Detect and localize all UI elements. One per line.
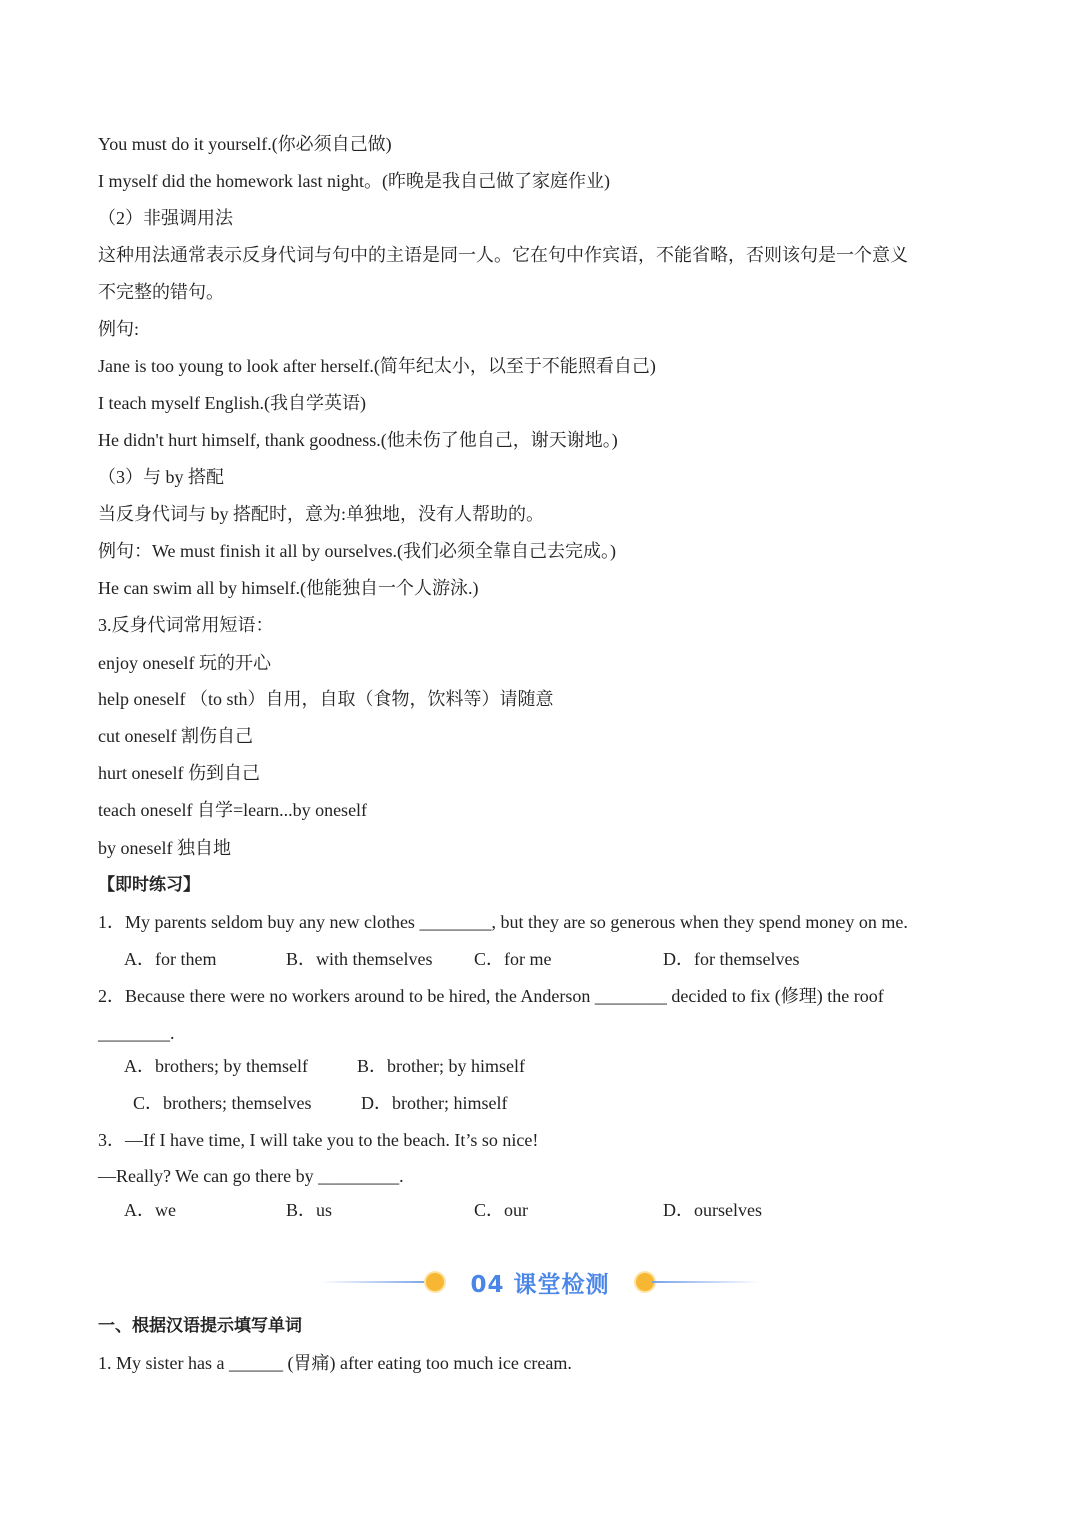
question-2-option-a: A．brothers; by themself [124, 1056, 308, 1076]
question-1-option-d: D．for themselves [663, 949, 800, 969]
phrase-help-oneself: help oneself （to sth）自用，自取（食物，饮料等）请随意 [98, 689, 554, 709]
phrases-heading: 3.反身代词常用短语： [98, 615, 274, 635]
question-3-option-d: D．ourselves [663, 1200, 762, 1220]
example-yourself: You must do it yourself.(你必须自己做) [98, 134, 392, 154]
banner-rule-right [652, 1281, 760, 1283]
section-heading: 一、根据汉语提示填写单词 [98, 1316, 302, 1336]
question-2-option-c: C．brothers; themselves [133, 1093, 312, 1113]
question-3-stem-2: —Really? We can go there by _________. [98, 1166, 404, 1186]
example-myself: I myself did the homework last night。(昨晚是我自己做了家庭作业) [98, 171, 610, 191]
example-himself: He didn't hurt himself, thank goodness.(他未伤了他自己，谢天谢地。) [98, 430, 618, 450]
subheading-with-by: （3）与 by 搭配 [98, 467, 224, 487]
phrase-cut-oneself: cut oneself 割伤自己 [98, 726, 253, 746]
section-banner [0, 1262, 1080, 1302]
banner-rule-left [320, 1281, 428, 1283]
question-1-option-b: B．with themselves [286, 949, 433, 969]
phrase-by-oneself: by oneself 独自地 [98, 838, 231, 858]
question-1-option-a: A．for them [124, 949, 217, 969]
example-by-himself: He can swim all by himself.(他能独自一个人游泳.) [98, 578, 479, 598]
banner-title: 04 课堂检测 [470, 1272, 610, 1298]
phrase-hurt-oneself: hurt oneself 伤到自己 [98, 763, 260, 783]
question-2-stem: 2．Because there were no workers around to be hired, the Anderson ________ decided to fix (修理) the roof [98, 986, 884, 1006]
example-herself: Jane is too young to look after herself.(简年纪太小，以至于不能照看自己) [98, 356, 656, 376]
question-3-option-a: A．we [124, 1200, 176, 1220]
explanation-line-1: 这种用法通常表示反身代词与句中的主语是同一人。它在句中作宾语，不能省略，否则该句是一个意义 [98, 245, 908, 265]
subheading-non-emphatic: （2）非强调用法 [98, 208, 233, 228]
question-3-stem: 3．—If I have time, I will take you to the beach. It’s so nice! [98, 1130, 539, 1150]
question-2-option-b: B．brother; by himself [357, 1056, 525, 1076]
example-ourselves: 例句：We must finish it all by ourselves.(我们必须全靠自己去完成。) [98, 541, 617, 561]
example-label: 例句: [98, 319, 140, 339]
example-myself-english: I teach myself English.(我自学英语) [98, 393, 366, 413]
explanation-by: 当反身代词与 by 搭配时，意为:单独地，没有人帮助的。 [98, 504, 544, 524]
practice-heading: 【即时练习】 [98, 875, 200, 895]
question-3-option-b: B．us [286, 1200, 333, 1220]
phrase-enjoy-oneself: enjoy oneself 玩的开心 [98, 653, 271, 673]
question-3-option-c: C．our [474, 1200, 528, 1220]
phrase-teach-oneself: teach oneself 自学=learn...by oneself [98, 800, 368, 820]
banner-dot-left-icon [426, 1273, 444, 1291]
section-question-1: 1. My sister has a ______ (胃痛) after eating too much ice cream. [98, 1353, 572, 1373]
question-1-option-c: C．for me [474, 949, 552, 969]
question-2-option-d: D．brother; himself [361, 1093, 508, 1113]
question-1-stem: 1．My parents seldom buy any new clothes ________, but they are so generous when they spend money on me. [98, 912, 908, 932]
question-2-stem-continued: ________. [98, 1023, 175, 1043]
explanation-line-2: 不完整的错句。 [98, 282, 224, 302]
